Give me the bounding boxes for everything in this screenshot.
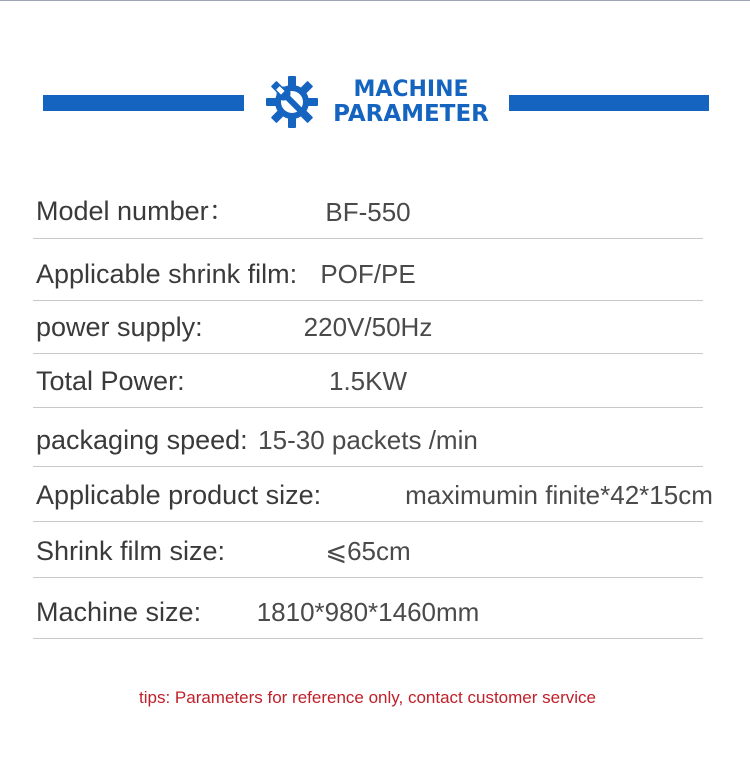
- param-row-machine-size: [33, 577, 703, 639]
- gear-wrench-icon: [264, 74, 320, 130]
- section-title-line2: PARAMETER: [333, 101, 489, 127]
- param-value: ⩽65cm: [325, 536, 411, 566]
- param-label: packaging speed:: [36, 425, 248, 455]
- param-row-packaging-speed: [33, 407, 703, 467]
- param-row-applicable-shrink-film: [33, 238, 703, 301]
- param-label: Shrink film size:: [36, 536, 226, 566]
- param-label: Applicable shrink film:: [36, 259, 298, 289]
- param-row-model-number: [33, 183, 703, 239]
- param-value: BF-550: [325, 197, 411, 227]
- param-row-applicable-product-size: [33, 466, 713, 522]
- param-label: Total Power:: [36, 366, 185, 396]
- param-value: 1810*980*1460mm: [256, 597, 480, 627]
- param-label: power supply:: [36, 312, 203, 342]
- tips-note: tips: Parameters for reference only, contact customer service: [139, 688, 596, 707]
- param-row-power-supply: [33, 300, 703, 354]
- param-label: Machine size:: [36, 597, 202, 627]
- param-value: 15-30 packets /min: [258, 425, 478, 455]
- section-title-line1: MACHINE: [353, 77, 469, 102]
- param-label: Model number：: [36, 196, 236, 226]
- top-divider: [0, 0, 750, 1]
- param-value: maximumin finite*42*15cm: [405, 480, 713, 510]
- param-row-total-power: [33, 353, 703, 408]
- param-row-shrink-film-size: [33, 521, 703, 578]
- param-label: Applicable product size:: [36, 480, 322, 510]
- header-bar-right: [509, 95, 709, 111]
- param-value: 220V/50Hz: [303, 312, 433, 342]
- param-value: POF/PE: [320, 259, 416, 289]
- section-title: [330, 78, 492, 126]
- param-value: 1.5KW: [328, 366, 408, 396]
- header-bar-left: [43, 95, 244, 111]
